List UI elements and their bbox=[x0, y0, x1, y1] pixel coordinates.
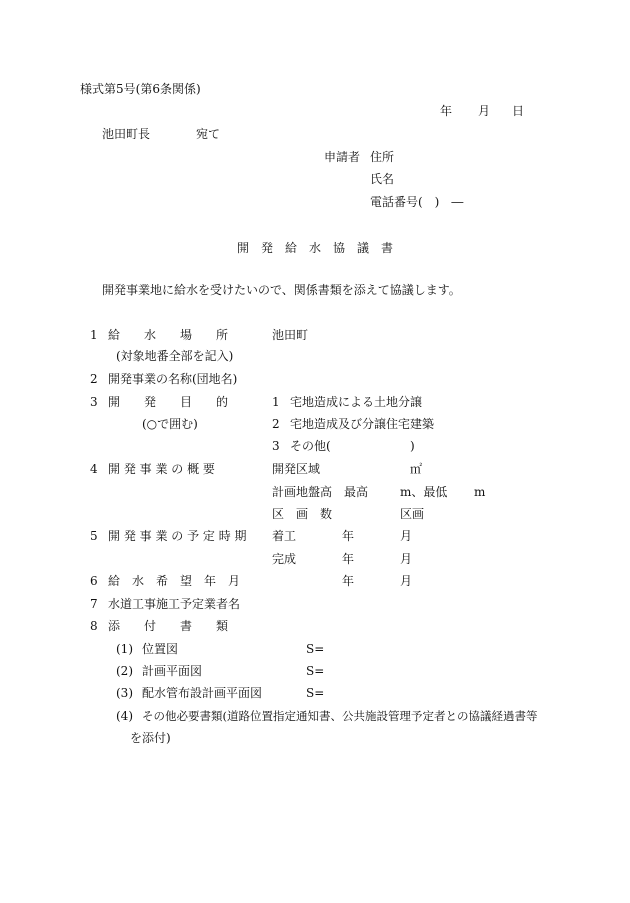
item-3-option-1-text: 宅地造成による土地分譲 bbox=[290, 395, 423, 409]
item-6-month: 月 bbox=[400, 574, 413, 588]
doc-1-text: 位置図 bbox=[142, 642, 179, 656]
item-4-area-unit: ㎡ bbox=[410, 462, 423, 476]
item-5-start-year: 年 bbox=[342, 529, 355, 543]
doc-2-scale: S= bbox=[306, 664, 325, 678]
item-7-number: 7 bbox=[90, 597, 98, 611]
doc-4-text: その他必要書類(道路位置指定通知書、公共施設管理予定者との協議経過書等 bbox=[142, 709, 538, 723]
item-4-number: 4 bbox=[90, 462, 98, 476]
item-1-label: 給 水 場 所 bbox=[108, 328, 229, 342]
item-3-option-2-text: 宅地造成及び分譲住宅建築 bbox=[290, 417, 435, 431]
item-4-label: 開 発 事 業 の 概 要 bbox=[108, 462, 215, 476]
item-6-year: 年 bbox=[342, 574, 355, 588]
item-1-note: (対象地番全部を記入) bbox=[116, 349, 234, 363]
addressee-suffix: 宛て bbox=[196, 127, 221, 141]
doc-3-scale: S= bbox=[306, 686, 325, 700]
date-month-label: 月 bbox=[478, 104, 491, 118]
item-3-option-3-close: ) bbox=[410, 439, 415, 453]
item-3-number: 3 bbox=[90, 395, 98, 409]
item-6-label: 給 水 希 望 年 月 bbox=[108, 574, 241, 588]
item-3-option-3-text: その他( bbox=[290, 439, 331, 453]
item-5-start-label: 着工 bbox=[272, 529, 297, 543]
date-year-label: 年 bbox=[440, 104, 453, 118]
doc-2-text: 計画平面図 bbox=[142, 664, 203, 678]
intro-text: 開発事業地に給水を受けたいので、関係書類を添えて協議します。 bbox=[102, 283, 461, 297]
item-4-height-unit-1: m、最低 bbox=[400, 485, 448, 499]
item-2-number: 2 bbox=[90, 372, 98, 386]
date-day-label: 日 bbox=[512, 104, 525, 118]
item-4-height-label: 計画地盤高 最高 bbox=[272, 485, 369, 499]
doc-2-number: (2) bbox=[116, 664, 133, 678]
item-5-label: 開 発 事 業 の 予 定 時 期 bbox=[108, 529, 247, 543]
item-3-label: 開 発 目 的 bbox=[108, 395, 229, 409]
item-5-end-month: 月 bbox=[400, 552, 413, 566]
form-number: 様式第5号(第6条関係) bbox=[80, 82, 201, 96]
document-title: 開 発 給 水 協 議 書 bbox=[237, 241, 394, 255]
item-3-option-1-number: 1 bbox=[272, 395, 280, 409]
doc-4-continuation: を添付) bbox=[130, 731, 171, 745]
item-4-lots-unit: 区画 bbox=[400, 507, 425, 521]
item-5-end-year: 年 bbox=[342, 552, 355, 566]
doc-3-number: (3) bbox=[116, 686, 133, 700]
item-5-start-month: 月 bbox=[400, 529, 413, 543]
doc-3-text: 配水管布設計画平面図 bbox=[142, 686, 263, 700]
doc-4-number: (4) bbox=[116, 709, 133, 723]
item-8-label: 添 付 書 類 bbox=[108, 619, 229, 633]
applicant-phone-label: 電話番号( ) ― bbox=[370, 195, 464, 209]
applicant-label: 申請者 bbox=[324, 150, 361, 164]
addressee-name: 池田町長 bbox=[102, 127, 151, 141]
doc-1-number: (1) bbox=[116, 642, 133, 656]
item-5-number: 5 bbox=[90, 529, 98, 543]
item-2-label: 開発事業の名称(団地名) bbox=[108, 372, 238, 386]
item-8-number: 8 bbox=[90, 619, 98, 633]
item-3-option-2-number: 2 bbox=[272, 417, 280, 431]
applicant-name-label: 氏名 bbox=[370, 172, 395, 186]
applicant-address-label: 住所 bbox=[370, 150, 395, 164]
item-1-value: 池田町 bbox=[272, 328, 309, 342]
item-7-label: 水道工事施工予定業者名 bbox=[108, 597, 241, 611]
doc-1-scale: S= bbox=[306, 642, 325, 656]
item-4-area-label: 開発区域 bbox=[272, 462, 321, 476]
item-5-end-label: 完成 bbox=[272, 552, 297, 566]
item-3-option-3-number: 3 bbox=[272, 439, 280, 453]
item-4-height-unit-2: m bbox=[474, 485, 486, 499]
item-6-number: 6 bbox=[90, 574, 98, 588]
item-1-number: 1 bbox=[90, 328, 98, 342]
item-3-note: (○で囲む) bbox=[142, 417, 198, 431]
item-4-lots-label: 区 画 数 bbox=[272, 507, 333, 521]
